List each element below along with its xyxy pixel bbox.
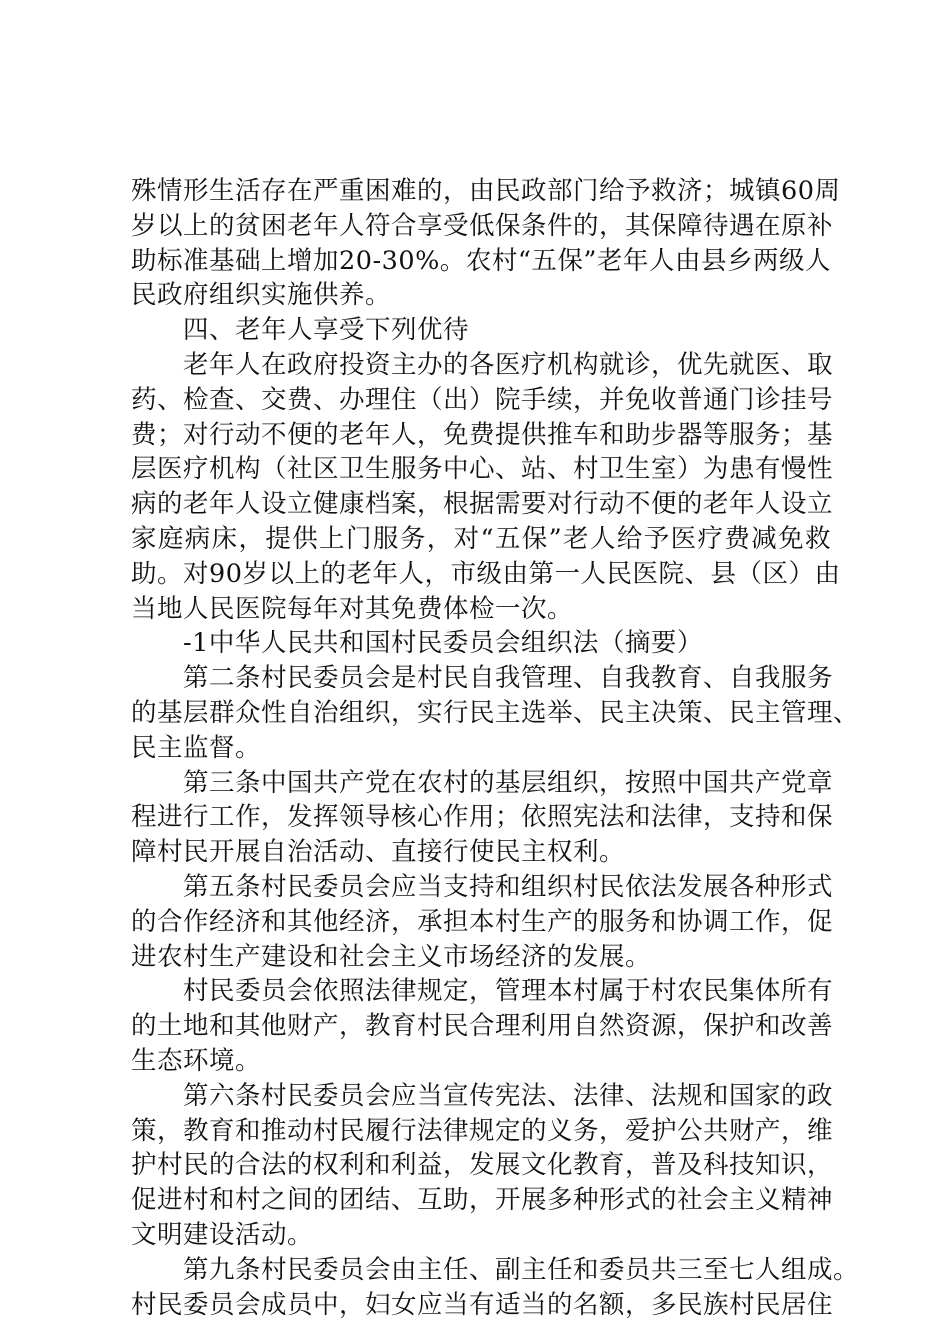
law-title-line: -1中华人民共和国村民委员会组织法（摘要） — [183, 628, 703, 659]
paragraph-article-6 — [131, 1079, 834, 1253]
text-line: 第二条村民委员会是村民自我管理、自我教育、自我服务 — [183, 663, 834, 694]
text-line: 生态环境。 — [131, 1045, 262, 1076]
text-line: 第六条村民委员会应当宣传宪法、法律、法规和国家的政 — [183, 1080, 834, 1111]
paragraph-article-2 — [131, 661, 860, 765]
text-line: 促进村和村之间的团结、互助，开展多种形式的社会主义精神 — [131, 1185, 834, 1216]
text-line: 第三条中国共产党在农村的基层组织，按照中国共产党章 — [183, 767, 834, 798]
text-line: 村民委员会依照法律规定，管理本村属于村农民集体所有 — [183, 976, 834, 1007]
paragraph-article-3 — [131, 766, 834, 870]
text-line: 药、检查、交费、办理住（出）院手续，并免收普通门诊挂号 — [131, 384, 834, 415]
document-body — [131, 174, 860, 1322]
paragraph-medical-benefits — [131, 348, 841, 626]
paragraph-article-9 — [131, 1253, 860, 1323]
text-line: 助。对90岁以上的老年人，市级由第一人民医院、县（区）由 — [131, 558, 841, 589]
text-line: 岁以上的贫困老年人符合享受低保条件的，其保障待遇在原补 — [131, 210, 834, 241]
text-line: 老年人在政府投资主办的各医疗机构就诊，优先就医、取 — [183, 349, 834, 380]
text-line: 的合作经济和其他经济，承担本村生产的服务和协调工作，促 — [131, 906, 834, 937]
text-line: 层医疗机构（社区卫生服务中心、站、村卫生室）为患有慢性 — [131, 454, 834, 485]
section-heading: 四、老年人享受下列优待 — [183, 315, 470, 346]
text-line: 障村民开展自治活动、直接行使民主权利。 — [131, 837, 626, 868]
text-line: 家庭病床，提供上门服务，对“五保”老人给予医疗费减免救 — [131, 523, 831, 554]
section-heading-four — [131, 313, 831, 348]
paragraph-relief-continuation — [131, 174, 841, 313]
text-line: 民主监督。 — [131, 732, 262, 763]
text-line: 助标准基础上增加20-30%。农村“五保”老年人由县乡两级人 — [131, 245, 831, 276]
text-line: 的基层群众性自治组织，实行民主选举、民主决策、民主管理、 — [131, 697, 860, 728]
text-line: 策，教育和推动村民履行法律规定的义务，爱护公共财产，维 — [131, 1115, 834, 1146]
paragraph-article-5-continued — [131, 974, 834, 1078]
text-line: 民政府组织实施供养。 — [131, 280, 392, 311]
text-line: 第九条村民委员会由主任、副主任和委员共三至七人组成。 — [183, 1254, 860, 1285]
text-line: 进农村生产建设和社会主义市场经济的发展。 — [131, 941, 652, 972]
text-line: 第五条村民委员会应当支持和组织村民依法发展各种形式 — [183, 871, 834, 902]
text-line: 费；对行动不便的老年人，免费提供推车和助步器等服务；基 — [131, 419, 834, 450]
law-title — [131, 626, 831, 661]
text-line: 文明建设活动。 — [131, 1219, 314, 1250]
text-line: 护村民的合法的权利和利益，发展文化教育，普及科技知识， — [131, 1150, 834, 1181]
text-line: 的土地和其他财产，教育村民合理利用自然资源，保护和改善 — [131, 1011, 834, 1042]
text-line: 程进行工作，发挥领导核心作用；依照宪法和法律，支持和保 — [131, 802, 834, 833]
text-line: 村民委员会成员中，妇女应当有适当的名额，多民族村民居住 — [131, 1289, 834, 1320]
text-line: 殊情形生活存在严重困难的，由民政部门给予救济；城镇60周 — [131, 176, 841, 206]
text-line: 病的老年人设立健康档案，根据需要对行动不便的老年人设立 — [131, 489, 834, 520]
paragraph-article-5 — [131, 870, 834, 974]
text-line: 当地人民医院每年对其免费体检一次。 — [131, 593, 574, 624]
